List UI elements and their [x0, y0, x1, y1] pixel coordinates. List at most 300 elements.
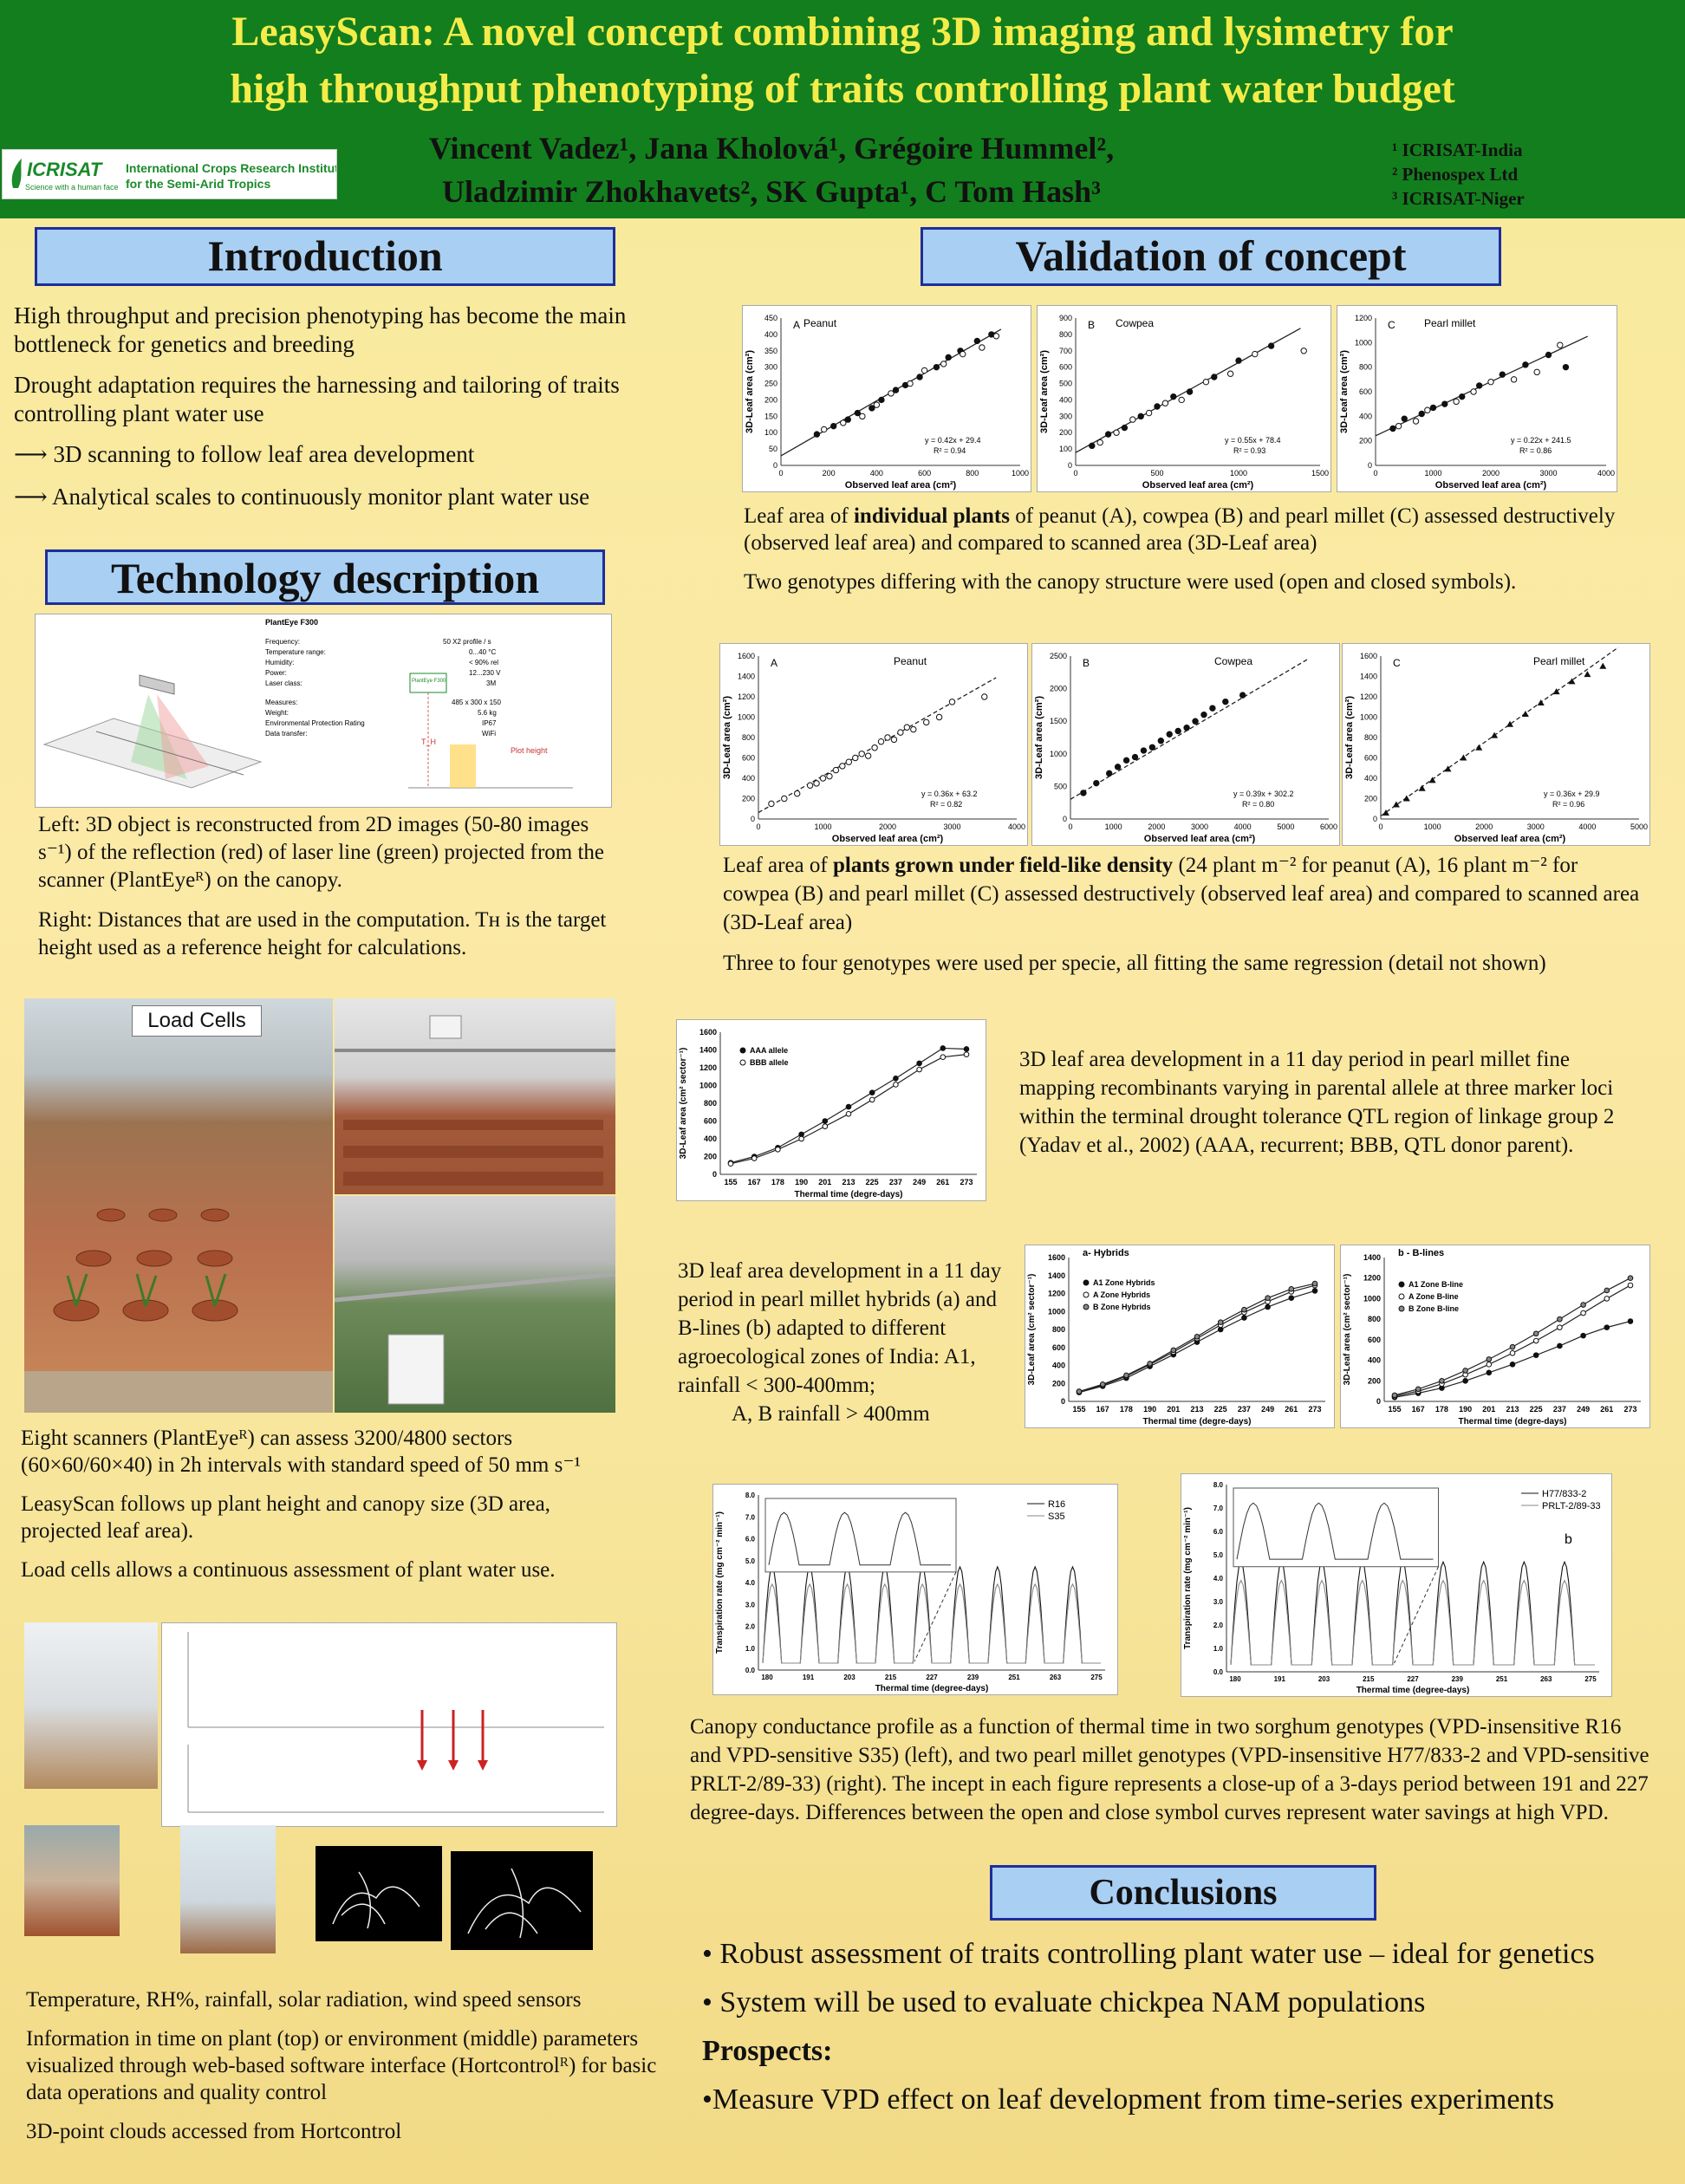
x-tick-label: 500 [1150, 469, 1164, 478]
planteye-diagram-graphic [36, 614, 611, 807]
x-tick-label: 190 [1459, 1405, 1473, 1414]
technology-captions [38, 811, 628, 974]
y-tick-label: 600 [1363, 753, 1377, 763]
data-point [1604, 1297, 1610, 1302]
x-tick-label: 155 [1072, 1405, 1086, 1414]
y-tick-label: 1200 [1359, 692, 1377, 701]
legend-label: PRLT-2/89-33 [1542, 1501, 1601, 1511]
x-tick-label: 4000 [1233, 822, 1252, 831]
data-point [1510, 1344, 1515, 1349]
data-point [1289, 1296, 1294, 1301]
panel-label: b - B-lines [1398, 1248, 1445, 1258]
data-point [869, 1090, 875, 1095]
y-tick-label: 200 [1058, 428, 1072, 438]
data-point [894, 1082, 899, 1088]
y-tick-label: 2000 [1049, 684, 1067, 693]
chart-title: Peanut [894, 655, 927, 667]
y-tick-label: 7.0 [1213, 1505, 1223, 1512]
x-tick-label: 190 [1143, 1405, 1157, 1414]
y-tick-label: 1000 [1359, 712, 1377, 722]
spec-value-8: IP67 [482, 719, 497, 727]
y-tick-label: 450 [764, 314, 777, 322]
data-point [1584, 671, 1591, 677]
x-tick-label: 225 [1529, 1405, 1543, 1414]
spec-title: PlantEye F300 [265, 618, 319, 627]
y-tick-label: 200 [703, 1152, 717, 1161]
spec-value-5: 3M [486, 679, 497, 687]
y-tick-label: 600 [1367, 1335, 1381, 1344]
data-point [1487, 1370, 1492, 1375]
data-point [1463, 1378, 1468, 1383]
point-cloud-1-graphic [316, 1846, 442, 1941]
legend-marker [740, 1060, 745, 1065]
y-tick-label: 600 [1358, 387, 1372, 396]
regression-equation: y = 0.36x + 29.9 [1544, 790, 1600, 798]
data-point [1581, 1303, 1586, 1308]
y-tick-label: 50 [768, 445, 777, 454]
arrow-right-icon: ⟶ [14, 484, 48, 510]
x-tick-label: 273 [960, 1178, 973, 1186]
x-tick-label: 1000 [814, 822, 832, 831]
data-point [1115, 764, 1120, 770]
data-point [1218, 1320, 1223, 1325]
data-point [1149, 744, 1155, 750]
data-point [908, 380, 913, 386]
validation-caption-2-p1 [723, 851, 1647, 937]
y-tick-label: 500 [1058, 379, 1072, 388]
data-point [888, 391, 894, 396]
poster-title-line1: LeasyScan: A novel concept combining 3D imaging and lysimetry for [231, 9, 1454, 55]
x-tick-label: 251 [1495, 1675, 1508, 1683]
y-tick-label: 0 [1067, 461, 1072, 470]
data-point [1236, 358, 1241, 363]
data-point [1107, 770, 1112, 776]
x-axis-label: Thermal time (degre-days) [794, 1190, 903, 1199]
y-tick-label: 300 [764, 362, 777, 372]
data-point [891, 737, 896, 742]
y-tick-label: 200 [1358, 436, 1372, 445]
x-tick-label: 2000 [1148, 822, 1166, 831]
x-axis-label: Observed leaf area (cm²) [1142, 480, 1254, 491]
y-tick-label: 400 [1363, 774, 1377, 783]
data-point [1171, 393, 1176, 399]
chart-pearlmillet-individual-svg [1337, 306, 1617, 491]
y-tick-label: 0.0 [745, 1667, 755, 1674]
data-point [1289, 1287, 1294, 1292]
data-point [1162, 400, 1168, 406]
x-tick-label: 0 [778, 469, 784, 478]
y-axis-label: 3D-Leaf area (cm² sector⁻¹) [679, 1047, 688, 1160]
x-tick-label: 0 [1073, 469, 1078, 478]
x-tick-label: 5000 [1277, 822, 1295, 831]
validation-caption-3: 3D leaf area development in a 11 day period in pearl millet fine mapping recombinants varying in parental allele at three marker loci within the terminal drought tolerance QTL region of linkage group 2 (Yadav et al., 2002) (AAA, recurrent; BBB, QTL donor parent). [1019, 1048, 1615, 1157]
y-tick-label: 800 [703, 1099, 717, 1108]
spec-value-9: WiFi [482, 730, 496, 738]
plot-height-label: Plot height [511, 746, 548, 755]
icrisat-logo-graphic [3, 150, 336, 198]
data-point [1545, 352, 1551, 357]
technology-right-caption: Right: Distances that are used in the computation. Tʜ is the target height used as a reference height for calculations. [38, 908, 607, 959]
y-tick-label: 1000 [699, 1081, 717, 1090]
data-point [917, 1067, 922, 1072]
data-point [1581, 1333, 1586, 1338]
legend-label: BBB allele [750, 1058, 789, 1067]
arrow-right-icon: ⟶ [14, 441, 48, 467]
x-tick-label: 800 [966, 469, 979, 478]
sensors-paragraph-1: Temperature, RH%, rainfall, solar radiation, wind speed sensors [26, 1988, 582, 2012]
x-tick-label: 400 [869, 469, 883, 478]
x-tick-label: 201 [1167, 1405, 1181, 1414]
data-point [1210, 705, 1215, 711]
x-tick-label: 167 [1411, 1405, 1425, 1414]
data-point [1184, 725, 1189, 731]
x-tick-label: 275 [1584, 1675, 1597, 1683]
x-tick-label: 0 [1378, 822, 1383, 831]
y-tick-label: 200 [741, 794, 755, 803]
data-point [898, 730, 903, 735]
scanners-paragraph-1: Eight scanners (PlantEyeᴿ) can assess 3200/4800 sectors (60×60/60×40) in 2h intervals with standard speed of 50 mm s⁻¹ [21, 1427, 582, 1477]
x-tick-label: 1000 [1424, 469, 1442, 478]
data-point [1081, 790, 1086, 796]
y-tick-label: 0 [750, 815, 755, 823]
data-point [1454, 399, 1459, 404]
chart-transpiration-sorghum [712, 1484, 1118, 1695]
data-point [769, 801, 774, 806]
y-tick-label: 3.0 [745, 1601, 755, 1609]
data-point [841, 420, 846, 426]
data-point [1201, 712, 1207, 717]
panel-label: A [771, 657, 778, 669]
point-cloud-2-graphic [451, 1851, 593, 1950]
load-cells-photo [24, 998, 333, 1413]
affiliation-3: ³ ICRISAT-Niger [1392, 188, 1525, 209]
x-axis-label: Observed leaf area (cm²) [1143, 834, 1256, 844]
chart-peanut-field [719, 643, 1028, 846]
section-validation: Validation of concept [921, 227, 1501, 286]
data-point [924, 719, 929, 725]
data-point [751, 1156, 757, 1161]
x-axis-label: Thermal time (degre-days) [1458, 1417, 1567, 1427]
chart-title: Pearl millet [1533, 655, 1585, 667]
sensors-paragraph-3: 3D-point clouds accessed from Hortcontrol [26, 2120, 402, 2143]
x-axis-label: Observed leaf area (cm²) [844, 480, 957, 491]
y-tick-label: 6.0 [1213, 1528, 1223, 1536]
data-point [860, 413, 865, 419]
data-point [1158, 738, 1163, 744]
legend-marker [740, 1048, 745, 1053]
data-point [1312, 1281, 1317, 1286]
data-point [833, 767, 838, 772]
series-line [1395, 1285, 1630, 1396]
x-tick-label: 237 [1237, 1405, 1251, 1414]
data-point [840, 764, 845, 769]
y-tick-label: 600 [741, 753, 755, 763]
data-point [904, 725, 909, 730]
cap2-text-c: (24 plant m⁻² for peanut (A), 16 plant m⁻² for cowpea (B) and pearl millet (C) assessed destructively (observed leaf area) and compared to scanned area (3D-Leaf area) [723, 854, 1640, 934]
data-point [728, 1161, 733, 1167]
regression-equation: y = 0.42x + 29.4 [925, 436, 981, 445]
spec-value-6: 485 x 300 x 150 [452, 699, 501, 706]
hortcontrol-graph [162, 1623, 616, 1826]
y-tick-label: 800 [1367, 1315, 1381, 1324]
x-tick-label: 191 [1273, 1675, 1285, 1683]
scanners-text [21, 1425, 628, 1596]
data-point [1141, 748, 1146, 753]
y-tick-label: 600 [1051, 1342, 1065, 1352]
y-tick-label: 2.0 [745, 1622, 755, 1631]
x-tick-label: 215 [1363, 1675, 1375, 1683]
data-point [1425, 407, 1430, 413]
data-point [946, 354, 951, 360]
legend-label: A1 Zone B-line [1409, 1280, 1464, 1289]
greenhouse-photo [335, 998, 615, 1194]
affiliation-1: ¹ ICRISAT-India [1392, 140, 1523, 160]
data-point [1488, 379, 1493, 384]
cap4-main: 3D leaf area development in a 11 day period in pearl millet hybrids (a) and B-lines (b) adapted to different agroecological zones of India: A1, rainfall < 300-400mm; [678, 1259, 1002, 1397]
x-tick-label: 225 [865, 1178, 879, 1186]
data-point [940, 1055, 946, 1060]
chart-cowpea-field-svg [1032, 644, 1339, 845]
data-point [894, 1076, 899, 1082]
y-axis-label: 3D-Leaf area (cm² sector⁻¹) [1027, 1273, 1037, 1386]
data-point [846, 1112, 851, 1117]
data-point [1393, 802, 1400, 808]
data-point [1122, 425, 1127, 430]
y-tick-label: 400 [1051, 1361, 1065, 1370]
inset-connector [1395, 1567, 1439, 1663]
conclusion-bullet-1: • Robust assessment of traits controlling plant water use – ideal for genetics [702, 1938, 1595, 1970]
data-point [782, 796, 787, 801]
data-point [1105, 432, 1110, 437]
data-point [1403, 796, 1410, 802]
chart-cowpea-individual [1037, 305, 1331, 492]
data-point [1533, 1353, 1539, 1358]
conclusion-bullet-3: •Measure VPD effect on leaf development from time-series experiments [702, 2083, 1555, 2116]
y-tick-label: 1500 [1049, 717, 1067, 726]
x-tick-label: 178 [1119, 1405, 1133, 1414]
data-point [1628, 1276, 1633, 1281]
y-tick-label: 900 [1058, 314, 1072, 322]
x-tick-label: 273 [1308, 1405, 1322, 1414]
scanner-field-photo-graphic [335, 1196, 615, 1413]
data-point [974, 338, 979, 343]
y-tick-label: 8.0 [1213, 1481, 1223, 1489]
y-tick-label: 0 [1372, 815, 1377, 823]
y-tick-label: 800 [1363, 733, 1377, 742]
data-point [799, 1136, 804, 1141]
r-squared: R² = 0.82 [930, 800, 963, 809]
data-point [1242, 1316, 1247, 1321]
x-tick-label: 203 [843, 1674, 856, 1681]
x-tick-label: 3000 [943, 822, 961, 831]
data-point [1100, 1381, 1105, 1387]
data-point [1440, 1378, 1445, 1383]
data-point [1463, 1368, 1468, 1374]
spec-row-4: Power: [265, 669, 287, 677]
data-point [1148, 1362, 1153, 1367]
y-tick-label: 1200 [737, 692, 755, 701]
data-point [917, 1061, 922, 1066]
validation-caption-1 [744, 503, 1645, 608]
data-point [964, 1047, 969, 1052]
data-point [940, 361, 946, 367]
chart-peanut-individual-svg [743, 306, 1031, 491]
y-tick-label: 600 [703, 1116, 717, 1126]
data-point [1533, 1331, 1539, 1336]
logo-line2: for the Semi-Arid Tropics [126, 177, 271, 191]
validation-caption-2 [723, 851, 1647, 990]
x-tick-label: 155 [1388, 1405, 1402, 1414]
logo-line1: International Crops Research Institute [126, 161, 336, 175]
data-point [1558, 1316, 1563, 1322]
x-tick-label: 0 [756, 822, 761, 831]
legend-marker [1083, 1304, 1089, 1310]
x-tick-label: 0 [1068, 822, 1073, 831]
spec-row-2: Temperature range: [265, 648, 326, 656]
x-tick-label: 178 [1435, 1405, 1448, 1414]
data-point [1523, 362, 1528, 367]
data-point [1558, 1343, 1563, 1349]
x-tick-label: 1000 [1011, 469, 1030, 478]
data-point [879, 397, 884, 402]
data-point [1223, 699, 1228, 704]
data-point [869, 1097, 875, 1102]
y-tick-label: 800 [741, 733, 755, 742]
data-point [934, 364, 939, 369]
x-tick-label: 2000 [1481, 469, 1500, 478]
y-tick-label: 100 [764, 428, 777, 438]
x-tick-label: 600 [918, 469, 932, 478]
scanner-field-photo [335, 1196, 615, 1413]
data-point [1628, 1319, 1633, 1324]
data-point [1175, 728, 1181, 733]
legend-marker [1083, 1280, 1089, 1285]
y-axis-label: 3D-Leaf area (cm²) [722, 696, 732, 779]
spec-row-5: Laser class: [265, 679, 303, 687]
data-point [982, 694, 987, 699]
y-tick-label: 1.0 [1213, 1645, 1223, 1653]
y-tick-label: 1000 [1354, 338, 1372, 348]
y-tick-label: 500 [1053, 782, 1067, 791]
data-point [1392, 1393, 1397, 1398]
intro-arrow-1 [14, 440, 699, 469]
legend-label: AAA allele [750, 1046, 789, 1055]
spec-row-7: Weight: [265, 709, 289, 717]
legend-label: A Zone B-line [1409, 1292, 1459, 1301]
legend-label: B Zone B-line [1409, 1304, 1459, 1313]
technology-left-caption: Left: 3D object is reconstructed from 2D images (50-80 images s⁻¹) of the reflection (red) of laser line (green) projected from the scanner (PlantEyeᴿ) on the canopy. [38, 813, 605, 892]
y-tick-label: 1400 [737, 672, 755, 681]
scanners-paragraph-3: Load cells allows a continuous assessment of plant water use. [21, 1558, 556, 1582]
x-tick-label: 213 [842, 1178, 856, 1186]
chart-transpiration-pearlmillet-svg [1181, 1474, 1611, 1696]
y-tick-label: 1000 [737, 712, 755, 722]
y-tick-label: 5.0 [1213, 1551, 1223, 1559]
x-tick-label: 178 [771, 1178, 784, 1186]
x-tick-label: 263 [1540, 1675, 1552, 1683]
chart-blines-svg [1341, 1245, 1649, 1427]
x-tick-label: 1500 [1311, 469, 1330, 478]
data-point [911, 726, 916, 731]
data-point [1563, 364, 1568, 369]
regression-equation: y = 0.22x + 241.5 [1511, 436, 1571, 445]
panel-label: C [1393, 657, 1401, 669]
section-conclusions: Conclusions [990, 1865, 1376, 1921]
x-tick-label: 191 [802, 1674, 815, 1681]
data-point [1187, 389, 1192, 394]
data-point [1090, 443, 1095, 448]
x-tick-label: 180 [761, 1674, 773, 1681]
panel-label: a- Hybrids [1083, 1248, 1129, 1258]
legend-label: S35 [1048, 1511, 1065, 1522]
data-point [1506, 721, 1513, 727]
x-tick-label: 249 [1577, 1405, 1591, 1414]
x-tick-label: 1000 [1229, 469, 1248, 478]
data-point [853, 755, 858, 760]
x-tick-label: 237 [888, 1178, 902, 1186]
x-tick-label: 249 [913, 1178, 927, 1186]
data-point [814, 432, 819, 437]
data-point [821, 426, 826, 432]
x-tick-label: 2000 [1475, 822, 1493, 831]
x-tick-label: 201 [818, 1178, 832, 1186]
y-tick-label: 8.0 [745, 1492, 755, 1499]
chart-title: Cowpea [1116, 317, 1155, 329]
transpiration-series [763, 1567, 1101, 1663]
x-tick-label: 2000 [878, 822, 897, 831]
data-point [1419, 411, 1424, 416]
x-tick-label: 261 [936, 1178, 950, 1186]
chart-peanut-individual [742, 305, 1031, 492]
data-point [936, 714, 941, 719]
y-tick-label: 1200 [1363, 1273, 1381, 1283]
data-point [865, 753, 870, 758]
y-tick-label: 700 [1058, 346, 1072, 355]
authors-line1: Vincent Vadez¹, Jana Kholová¹, Grégoire Hummel², [428, 131, 1115, 166]
data-point [1415, 1387, 1421, 1392]
spec-row-1: Frequency: [265, 638, 301, 646]
x-tick-label: 5000 [1630, 822, 1649, 831]
y-axis-label: 3D-Leaf area (cm²) [1339, 350, 1350, 433]
data-point [1430, 405, 1435, 410]
y-tick-label: 6.0 [745, 1535, 755, 1544]
r-squared: R² = 0.94 [934, 446, 966, 455]
y-tick-label: 1400 [699, 1045, 717, 1055]
data-point [1227, 371, 1233, 376]
x-tick-label: 4000 [1007, 822, 1026, 831]
data-point [1604, 1325, 1610, 1330]
y-tick-label: 0 [712, 1170, 717, 1179]
scanners-paragraph-2: LeasyScan follows up plant height and canopy size (3D area, projected leaf area). [21, 1492, 550, 1543]
legend-marker [1399, 1294, 1404, 1299]
data-point [1312, 1289, 1317, 1294]
data-point [878, 739, 883, 744]
th-label: T_H [421, 738, 437, 746]
data-point [1533, 1338, 1539, 1343]
x-tick-label: 3000 [1526, 822, 1545, 831]
data-point [814, 781, 819, 786]
data-point [1487, 1357, 1492, 1362]
y-tick-label: 0 [1060, 1397, 1065, 1406]
spec-value-4: 12...230 V [469, 669, 501, 677]
chart-hybrids [1025, 1245, 1335, 1428]
planteye-diagram [35, 614, 612, 808]
r-squared: R² = 0.86 [1519, 446, 1552, 455]
y-tick-label: 400 [1367, 1355, 1381, 1365]
x-tick-label: 239 [966, 1674, 979, 1681]
x-tick-label: 275 [1090, 1674, 1103, 1681]
x-tick-label: 203 [1317, 1675, 1330, 1683]
